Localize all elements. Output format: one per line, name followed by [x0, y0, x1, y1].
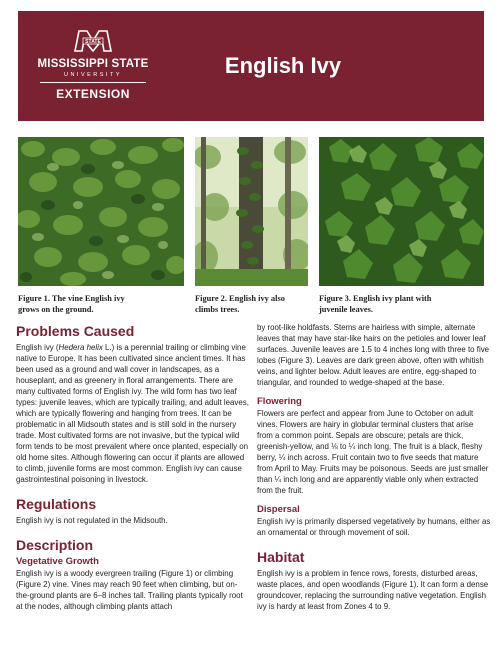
flowering-heading: Flowering [257, 396, 302, 407]
msu-m-state-icon [73, 29, 113, 53]
figure-1-caption: Figure 1. The vine English ivy grows on the ground. [18, 294, 125, 314]
vegetative-growth-text: English ivy is a woody evergreen trailing (Figure 1) or climbing (Figure 2) vine. Vines may reach 90 feet when climbing, but on-the-ground plants are 6–8 inches tall. Trailing plants typically root at the nodes, although climbing plants attach [16, 569, 243, 611]
figure-2-caption: Figure 2. English ivy also climbs trees. [195, 294, 285, 314]
regulations-heading: Regulations [16, 496, 97, 512]
figure-1-photo [18, 137, 184, 286]
header-banner [18, 11, 484, 121]
problems-heading: Problems Caused [16, 323, 135, 339]
figure-3-caption: Figure 3. English ivy plant with juvenile leaves. [319, 294, 432, 314]
msu-extension-logo [28, 29, 158, 115]
figure-3-photo [319, 137, 484, 286]
right-column [257, 322, 491, 612]
vegetative-growth-text-continued: by root-like holdfasts. Stems are hairless with simple, alternate leaves that may have star-like hairs on the petioles and lower leaf surfaces. Juvenile leaves are 1.5 to 4 inches long with three to five lobes (Figure 3). Leaves are dark green above, often with whitish veins, and lighter below. Adult leaves are entire, egg-shaped to triangular, and rounded to wedge-shaped at the base. [257, 323, 490, 387]
logo-text-university-name: MISSISSIPPI STATE [37, 58, 149, 70]
species-name: Hedera helix [58, 343, 103, 352]
habitat-heading: Habitat [257, 549, 305, 565]
logo-text-extension: EXTENSION [56, 87, 130, 101]
left-column [16, 322, 250, 612]
regulations-text: English ivy is not regulated in the Midsouth. [16, 516, 168, 525]
logo-divider [40, 82, 146, 83]
problems-text: English ivy (Hedera helix L.) is a perennial trailing or climbing vine native to Europe. It has been cultivated since ancient times. It has been used as a ground and wall cover in landscapes, as a houseplant, and as greenery in floral arrangements. There are many cultivated forms of English ivy. The wild form has two leaf types: juvenile leaves, which are typically trailing, and adult leaves, which are typically flowering and hanging from trees. It can be problematic in all Midsouth states and is still sold in the nursery trade. Most cultivated forms are not invasive, but the typical wild form tends to be most prevalent where once planted, especially on old home sites. Although flowering can occur if plants are allowed to climb, juvenile forms are most common. English ivy can cause gastrointestinal poisoning in livestock. [16, 343, 249, 484]
figure-2-photo [195, 137, 308, 286]
svg-text:STATE: STATE [85, 39, 101, 45]
flowering-text: Flowers are perfect and appear from June to October on adult vines. Flowers are hairy in globular terminal clusters that arise from a common point. Sepals are obscure; petals are thick, greenish-yellow, and ⅛ to ¼ inch long. The fruit is a black, fleshy berry, ¼ inch across. Fruit contain two to five seeds that mature from April to May. Fruits may be poisonous. Seeds are just smaller than ¼ inch long and are apparently viable only when extracted from the fruit. [257, 409, 489, 495]
description-heading: Description [16, 537, 94, 553]
page-title: English Ivy [224, 53, 342, 78]
dispersal-heading: Dispersal [257, 504, 300, 515]
habitat-text: English ivy is a problem in fence rows, forests, disturbed areas, waste places, and open woodlands (Figure 1). It can form a dense groundcover, replacing the surrounding native vegetation. English ivy is hardy at least from Zones 4 to 9. [257, 569, 489, 611]
vegetative-growth-heading: Vegetative Growth [16, 556, 99, 567]
logo-text-university: UNIVERSITY [63, 72, 122, 78]
dispersal-text: English ivy is primarily dispersed vegetatively by humans, either as an ornamental or through movement of soil. [257, 517, 491, 537]
